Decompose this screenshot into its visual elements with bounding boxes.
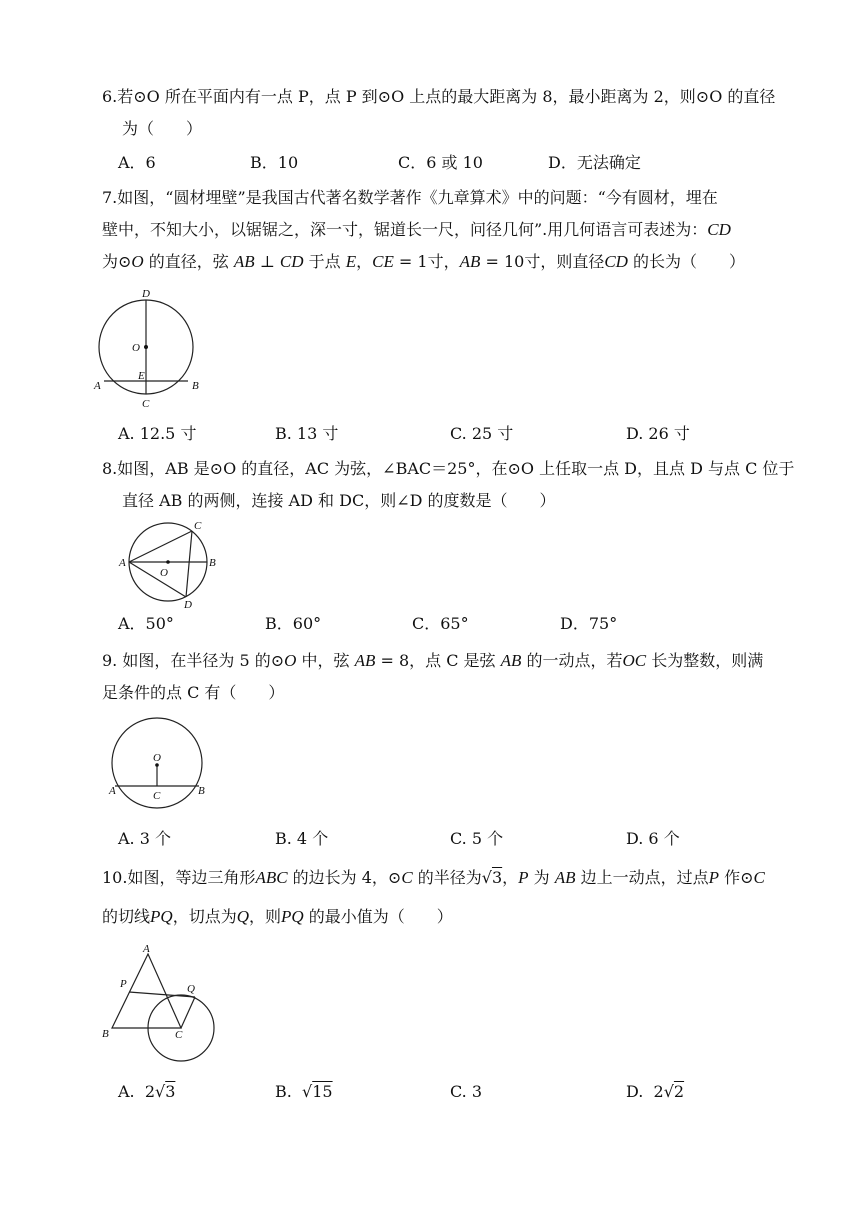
q10-option-b: B. √15 xyxy=(275,1082,333,1101)
q10-label-p: P xyxy=(120,978,127,990)
q10-triangle-abc xyxy=(112,954,181,1028)
q8-label-b: B xyxy=(209,557,216,569)
q10-stem-line1: 10.如图，等边三角形ABC 的边长为 4，⊙C 的半径为√3，P 为 AB 边上一动点，过点P 作⊙C xyxy=(102,868,765,887)
q6-option-c: C．6 或 10 xyxy=(398,153,483,172)
q8-chord-ad xyxy=(129,562,186,597)
q7-stem-line3: 为⊙O 的直径，弦 AB ⊥ CD 于点 E，CE = 1寸，AB = 10寸，则直径CD 的长为（ ） xyxy=(102,252,746,271)
q8-option-d: D．75° xyxy=(560,614,618,633)
q9-label-o: O xyxy=(153,752,161,764)
q10-option-d: D. 2√2 xyxy=(626,1082,685,1101)
q9-option-c: C. 5 个 xyxy=(450,829,504,848)
q7-label-a: A xyxy=(94,380,101,392)
q9-label-a: A xyxy=(109,785,116,797)
q10-tangent-pq xyxy=(129,992,195,997)
q10-label-q: Q xyxy=(187,983,195,995)
q7-option-c: C. 25 寸 xyxy=(450,424,514,443)
q9-stem-line2: 足条件的点 C 有（ ） xyxy=(102,683,285,702)
q6-option-a: A．6 xyxy=(118,153,156,172)
q7-label-e: E xyxy=(138,370,145,382)
q8-figure xyxy=(118,518,218,611)
q8-chord-dc xyxy=(186,531,192,597)
q10-label-a: A xyxy=(143,943,150,955)
q7-label-o: O xyxy=(132,342,140,354)
q9-figure xyxy=(105,715,215,815)
q9-stem-line1: 9. 如图，在半径为 5 的⊙O 中，弦 AB = 8，点 C 是弦 AB 的一动点，若OC 长为整数，则满 xyxy=(102,651,764,670)
q10-radius-sqrt: √3 xyxy=(481,868,503,887)
q6-option-d: D．无法确定 xyxy=(548,153,641,172)
q7-stem-line1: 7.如图，“圆材埋壁”是我国古代著名数学著作《九章算术》中的问题：“今有圆材，埋在 xyxy=(102,188,718,207)
q8-label-a: A xyxy=(119,557,126,569)
q9-label-c: C xyxy=(153,790,161,802)
q9-option-d: D. 6 个 xyxy=(626,829,680,848)
q8-option-a: A．50° xyxy=(118,614,174,633)
q8-label-c: C xyxy=(194,520,202,532)
q7-label-c: C xyxy=(142,398,150,410)
q8-option-c: C．65° xyxy=(412,614,469,633)
q7-label-d: D xyxy=(142,288,150,300)
q10-option-a: A. 2√3 xyxy=(118,1082,176,1101)
q8-label-o: O xyxy=(160,567,168,579)
q9-label-b: B xyxy=(198,785,205,797)
q7-option-a: A. 12.5 寸 xyxy=(118,424,197,443)
q10-option-c: C. 3 xyxy=(450,1082,483,1101)
q10-label-b: B xyxy=(102,1028,109,1040)
q7-stem-line2: 壁中，不知大小，以锯锯之，深一寸，锯道长一尺，问径几何”.用几何语言可表述为：CD xyxy=(102,220,731,239)
q6-option-b: B．10 xyxy=(250,153,299,172)
q8-stem-line1: 8.如图，AB 是⊙O 的直径，AC 为弦，∠BAC＝25°，在⊙O 上任取一点 D，且点 D 与点 C 位于 xyxy=(102,459,795,478)
q8-option-b: B．60° xyxy=(265,614,322,633)
q7-center-dot xyxy=(144,345,148,349)
q8-label-d: D xyxy=(184,599,192,611)
q9-option-b: B. 4 个 xyxy=(275,829,329,848)
q10-label-c: C xyxy=(175,1029,183,1041)
q10-figure xyxy=(98,942,228,1062)
q6-stem-line2: 为（ ） xyxy=(122,119,203,138)
q7-figure xyxy=(92,285,202,410)
q8-center-dot xyxy=(166,560,170,564)
q7-option-d: D. 26 寸 xyxy=(626,424,690,443)
q9-option-a: A. 3 个 xyxy=(118,829,171,848)
q6-stem-line1: 6.若⊙O 所在平面内有一点 P，点 P 到⊙O 上点的最大距离为 8，最小距离为 2，则⊙O 的直径 xyxy=(102,87,776,106)
q10-stem-line2: 的切线PQ，切点为Q，则PQ 的最小值为（ ） xyxy=(102,907,453,926)
q10-radius-cq xyxy=(181,997,195,1028)
q7-option-b: B. 13 寸 xyxy=(275,424,339,443)
q8-stem-line2: 直径 AB 的两侧，连接 AD 和 DC，则∠D 的度数是（ ） xyxy=(122,491,556,510)
q7-label-b: B xyxy=(192,380,199,392)
